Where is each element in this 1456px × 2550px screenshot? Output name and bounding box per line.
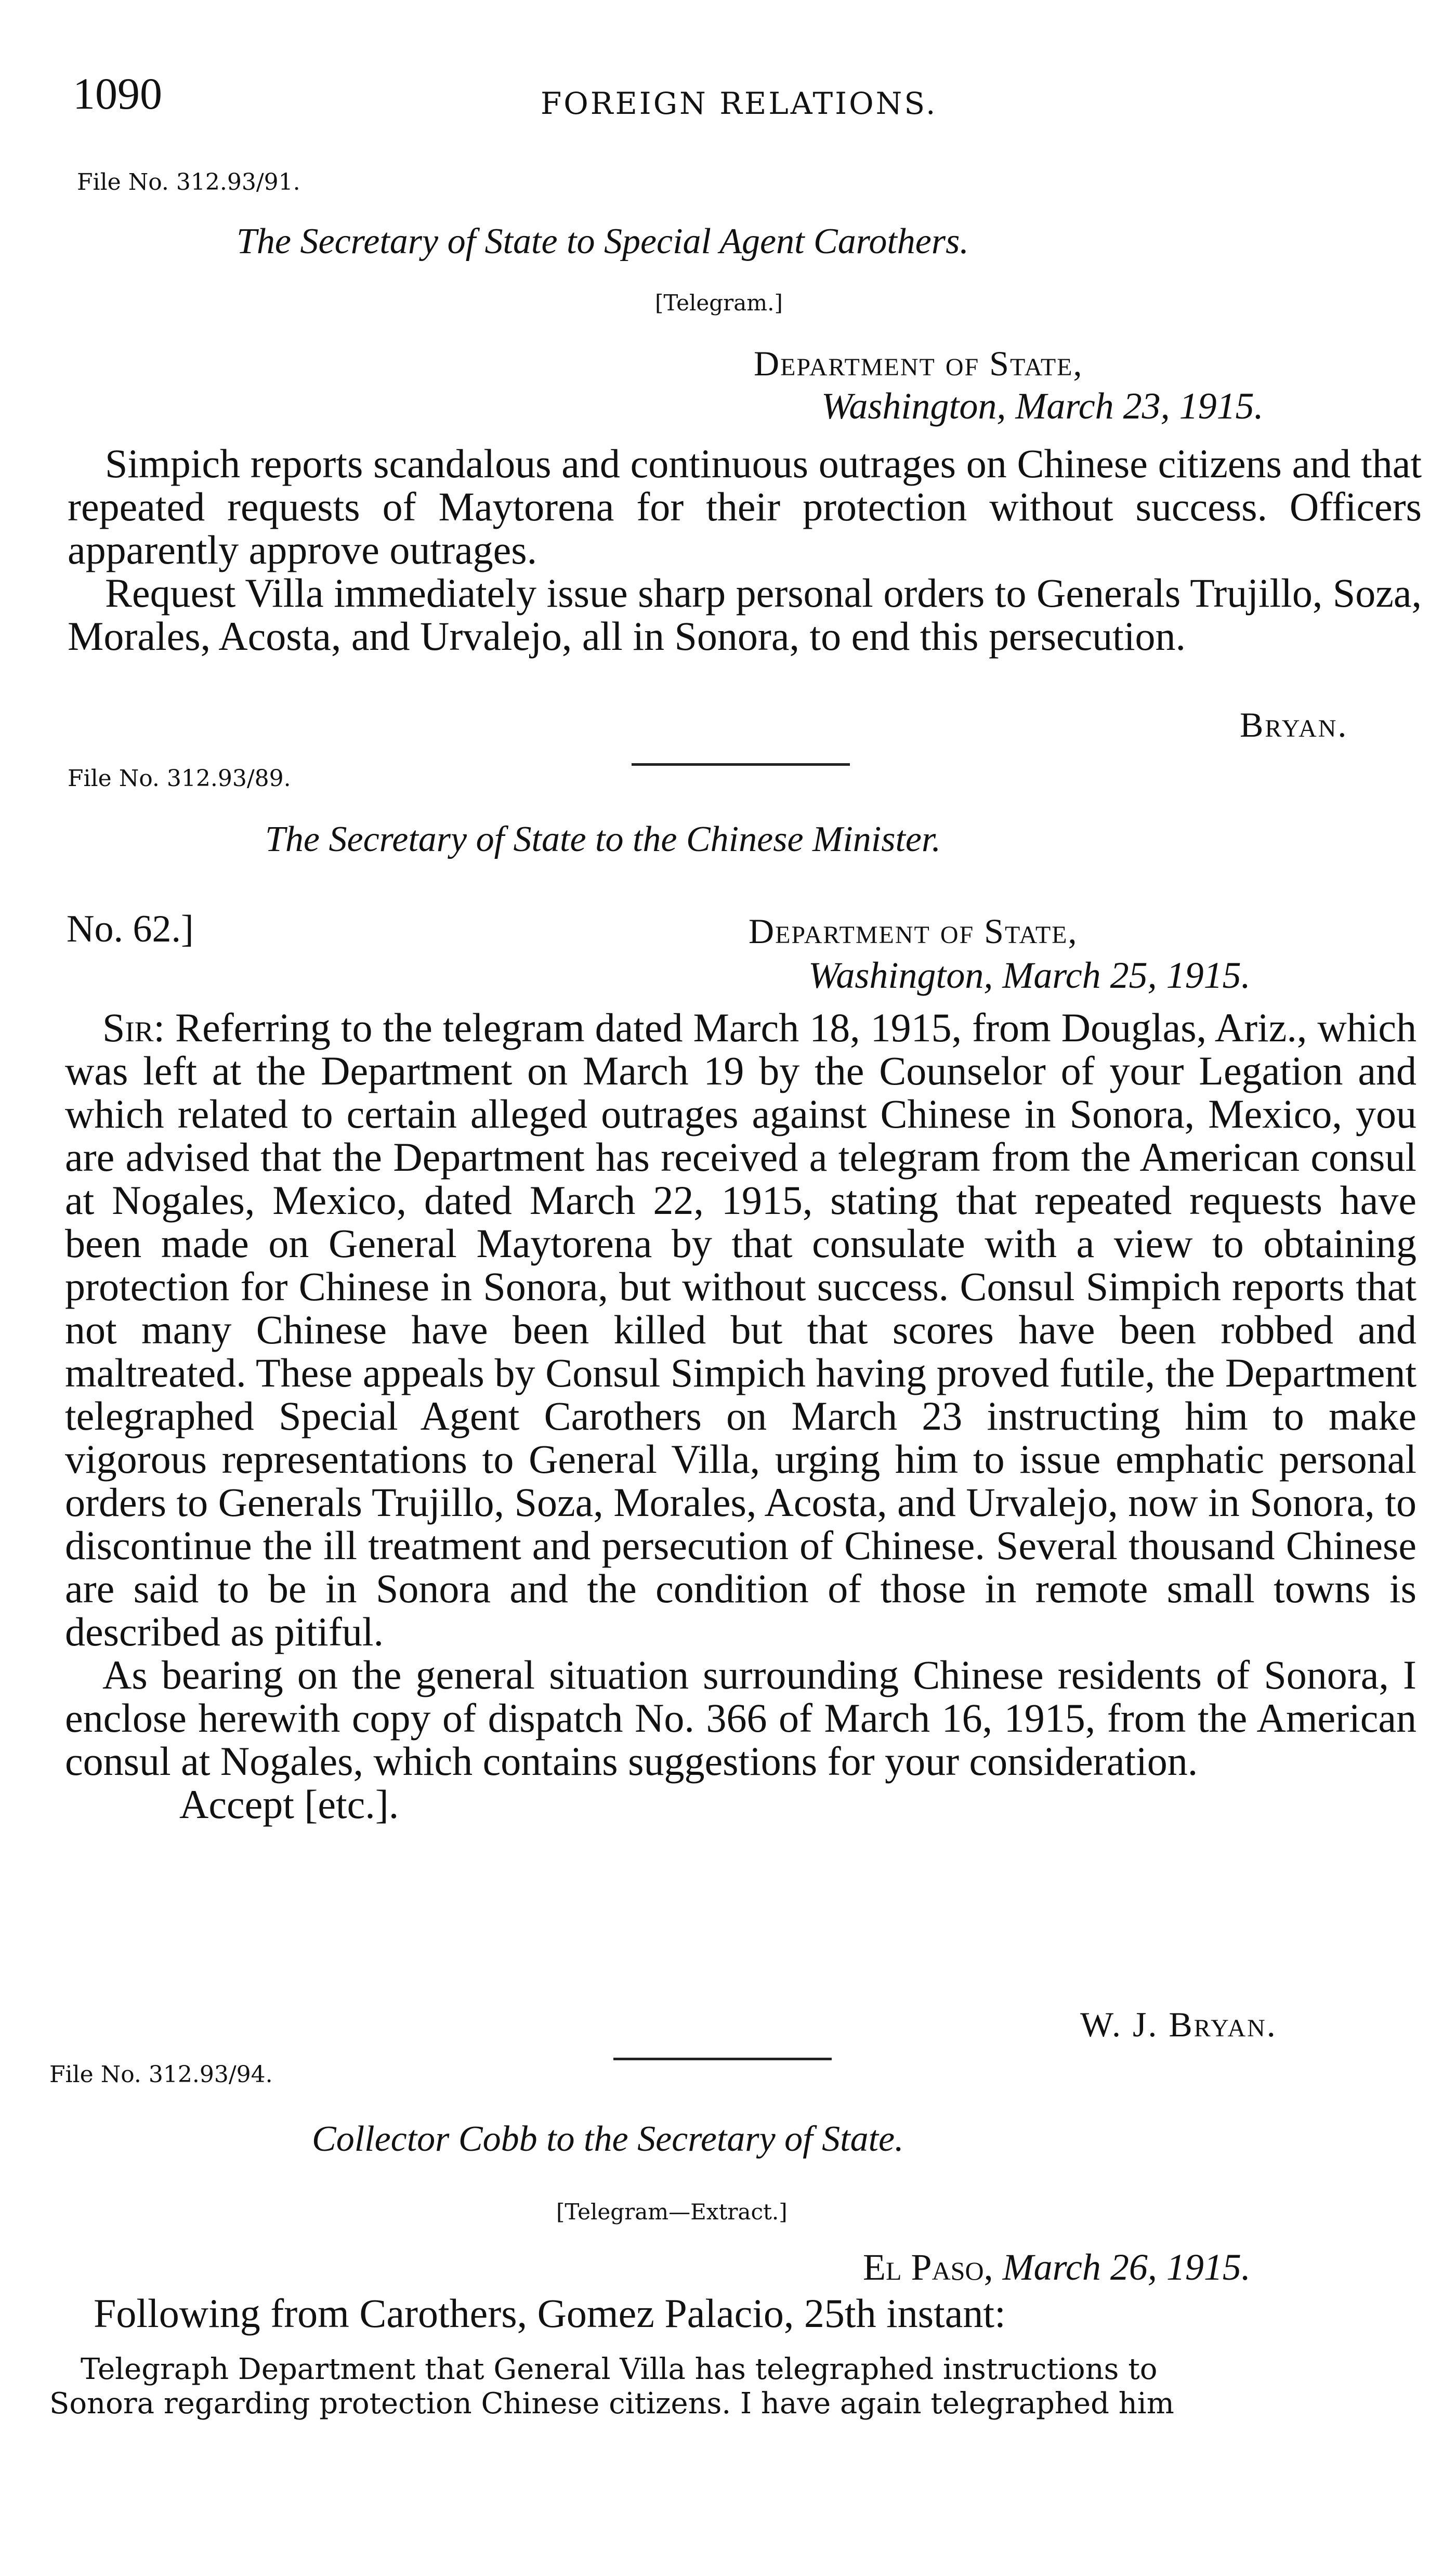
running-title: FOREIGN RELATIONS. [541,86,938,121]
file-number: File No. 312.93/89. [68,765,291,792]
letter-body [68,442,1422,658]
dateline-place: El Paso, [863,2246,993,2288]
closing: Accept [etc.]. [179,1782,399,1827]
dateline: Washington, March 23, 1915. [821,385,1264,427]
paragraph: Request Villa immediately issue sharp personal orders to Generals Trujillo, Soza, Morales, Acosta, and Urvalejo, all in Sonora, to end this persecution. [68,570,1422,659]
department-line: Department of State, [754,344,1083,383]
signature: Bryan. [1240,705,1348,744]
document-title: Collector Cobb to the Secretary of State. [312,2119,904,2159]
signature: W. J. Bryan. [1080,2005,1277,2044]
section-divider [613,2058,832,2060]
dateline-date: March 26, 1915. [1002,2246,1251,2288]
extract-line: Sonora regarding protection Chinese citizens. I have again telegraphed him [49,2387,1174,2421]
paragraph: Simpich reports scandalous and continuous outrages on Chinese citizens and that repeated requests of Maytorena for their protection without success. Officers apparently approve outrages. [68,441,1422,572]
document-title: The Secretary of State to Special Agent Carothers. [237,221,969,261]
file-number: File No. 312.93/94. [49,2061,273,2088]
paragraph [65,1006,1416,1653]
extract-line: Telegraph Department that General Villa has telegraphed instructions to [81,2352,1158,2386]
page-number: 1090 [73,69,162,119]
file-number: File No. 312.93/91. [77,169,300,195]
paragraph-text: Referring to the telegram dated March 18, 1915, from Douglas, Ariz., which was left at the Department on March 19 by the Counselor of your Legation and which related to certain alleged outrages against Chinese in Sonora, Mexico, you are advised that the Department has received a telegram from the American consul at Nogales, Mexico, dated March 22, 1915, stating that repeated requests have been made on General Maytorena by that consulate with a view to obtaining protection for Chinese in Sonora, but without success. Consul Simpich reports that not many Chinese have been killed but that scores have been robbed and maltreated. These appeals by Consul Simpich having proved futile, the Department telegraphed Special Agent Carothers on March 23 instructing him to make vigorous representations to General Villa, urging him to issue emphatic personal orders to Generals Trujillo, Soza, Morales, Acosta, and Urvalejo, now in Sonora, to discontinue the ill treatment and persecution of Chinese. Several thousand Chinese are said to be in Sonora and the condition of those in remote small towns is described as pitiful. [65,1005,1417,1654]
dateline: Washington, March 25, 1915. [808,954,1251,996]
letter-body [65,1006,1416,1826]
dateline [863,2246,1251,2289]
dispatch-number: No. 62.] [67,908,194,950]
salutation: Sir: [102,1005,165,1050]
extract-intro: Following from Carothers, Gomez Palacio, 25th instant: [94,2291,1006,2336]
telegram-label: [Telegram—Extract.] [556,2199,788,2225]
section-divider [632,763,850,766]
telegram-extract [49,2352,1406,2421]
paragraph: As bearing on the general situation surrounding Chinese residents of Sonora, I enclose herewith copy of dispatch No. 366 of March 16, 1915, from the American consul at Nogales, which contains suggestions for your consideration. [65,1652,1416,1784]
department-line: Department of State, [749,911,1078,951]
document-title: The Secretary of State to the Chinese Minister. [265,819,941,859]
telegram-label: [Telegram.] [655,290,783,316]
